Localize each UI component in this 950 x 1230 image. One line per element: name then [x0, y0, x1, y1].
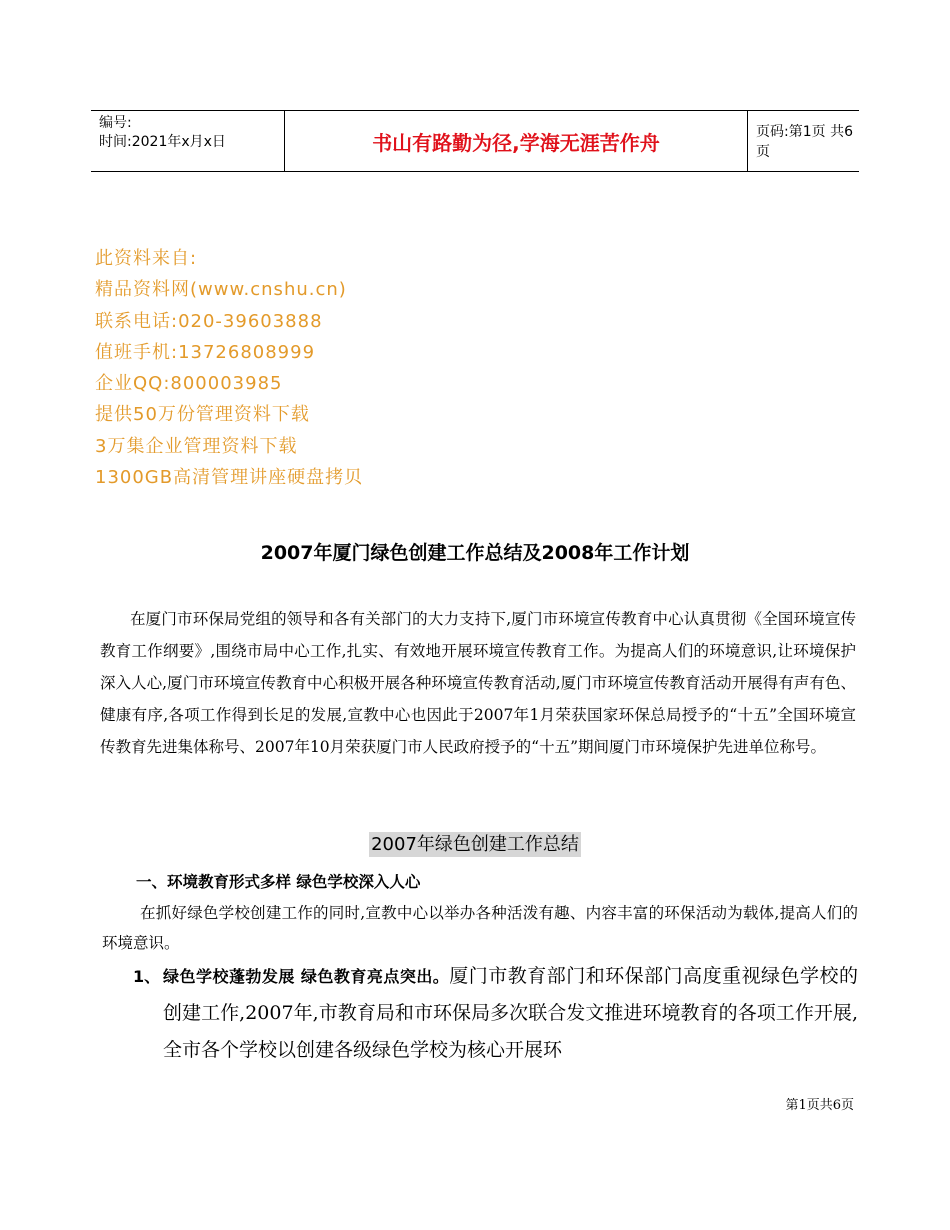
- list-item-text: 厦门市教育部门和环保部门高度重视绿色学校的创建工作,2007年,市教育局和市环保局多次联合发文推进环境教育的各项工作开展,全市各个学校以创建各级绿色学校为核心开展环: [163, 965, 858, 1061]
- document-time-label: 时间:2021年x月x日: [99, 134, 226, 150]
- source-line: 提供50万份管理资料下载: [95, 404, 310, 426]
- source-line: 企业QQ:800003985: [95, 373, 283, 395]
- section-title: [0, 830, 950, 856]
- source-info-block: [95, 243, 795, 493]
- document-title: 2007年厦门绿色创建工作总结及2008年工作计划: [260, 542, 690, 564]
- list-item-lead: 绿色学校蓬勃发展 绿色教育亮点突出。: [163, 967, 450, 986]
- header-meta-cell: [91, 111, 284, 171]
- document-number-label: 编号:: [99, 115, 132, 131]
- paragraph: 在抓好绿色学校创建工作的同时,宣教中心以举办各种活泼有趣、内容丰富的环保活动为载体,提高人们的环境意识。: [102, 904, 858, 952]
- list-item-body: [163, 958, 858, 1069]
- source-line: 此资料来自:: [95, 248, 198, 269]
- source-line: 值班手机:13726808999: [95, 341, 316, 363]
- source-line: 联系电话:020-39603888: [95, 310, 323, 332]
- list-item: [133, 958, 858, 1069]
- header-motto: 书山有路勤为径,学海无涯苦作舟: [284, 111, 748, 171]
- source-line: 3万集企业管理资料下载: [95, 435, 298, 457]
- header-table: [91, 110, 859, 172]
- heading-level-1: 一、环境教育形式多样 绿色学校深入人心: [136, 873, 421, 891]
- source-line: 1300GB高清管理讲座硬盘拷贝: [95, 467, 364, 489]
- section-title-text: 2007年绿色创建工作总结: [371, 834, 579, 855]
- list-item-number: 1、: [133, 967, 161, 986]
- header-page-label: 页码:第1页 共6页: [756, 124, 853, 160]
- intro-paragraph: 在厦门市环保局党组的领导和各有关部门的大力支持下,厦门市环境宣传教育中心认真贯彻《全国环境宣传教育工作纲要》,围绕市局中心工作,扎实、有效地开展环境宣传教育工作。为提高人们的环境意识,让环境保护深入人心,厦门市环境宣传教育中心积极开展各种环境宣传教育活动,厦门市环境宣传教育活动开展得有声有色、健康有序,各项工作得到长足的发展,宣教中心也因此于2007年1月荣获国家环保总局授予的“十五”全国环境宣传教育先进集体称号、2007年10月荣获厦门市人民政府授予的“十五”期间厦门市环境保护先进单位称号。: [100, 610, 856, 756]
- page-footer: 第1页共6页: [785, 1098, 854, 1113]
- source-line: 精品资料网(www.cnshu.cn): [95, 279, 347, 301]
